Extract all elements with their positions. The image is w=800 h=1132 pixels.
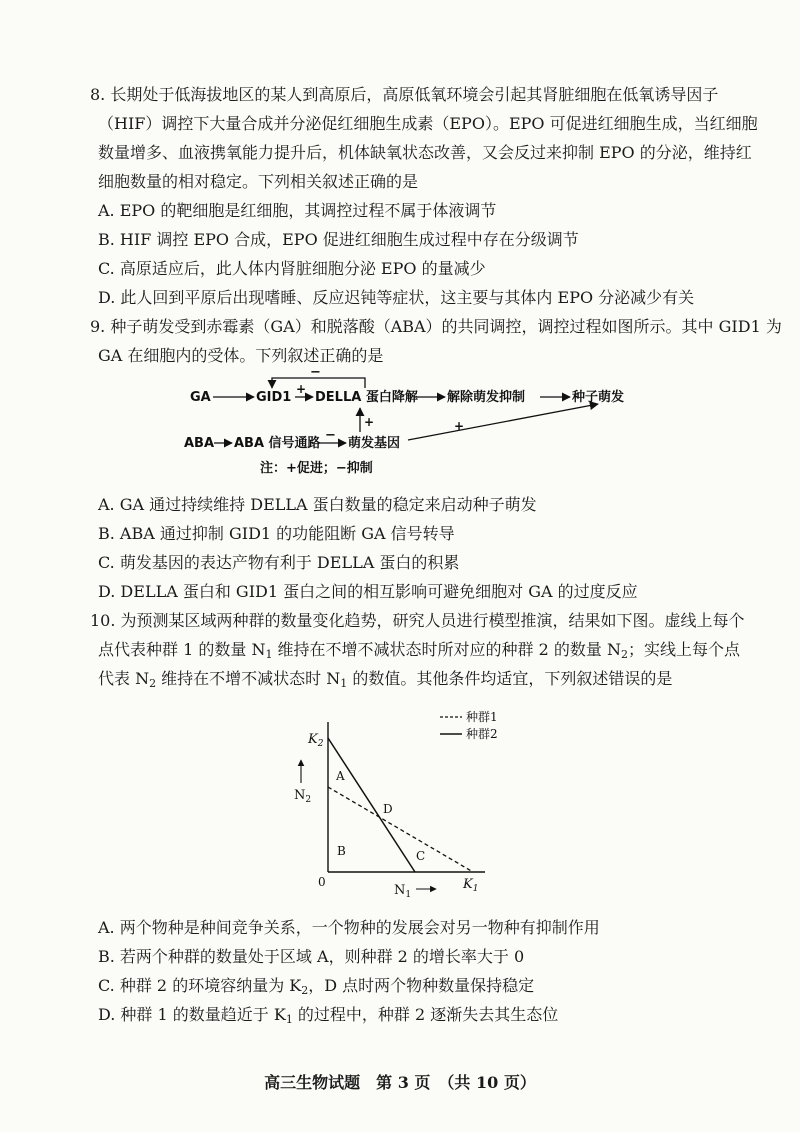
node-aba-path: ABA 信号通路 xyxy=(234,436,321,451)
plus-sign: + xyxy=(364,415,375,429)
q8-stem-line4: 细胞数量的相对稳定。下列相关叙述正确的是 xyxy=(98,172,419,191)
plus-sign: + xyxy=(296,382,307,396)
label-k2: $K_2$ xyxy=(308,732,324,749)
q10-option-d[interactable]: D. 种群 1 的数量趋近于 $K_1$ 的过程中，种群 2 逐渐失去其生态位 xyxy=(98,1005,559,1026)
node-gid1: GID1 xyxy=(256,390,292,405)
q10-isocline-graph xyxy=(290,700,520,900)
label-n1: $N_1$ xyxy=(394,883,412,900)
q10-stem-line1: 10. 为预测某区域两种群的数量变化趋势，研究人员进行模型推演，结果如下图。虚线上每个 xyxy=(90,611,745,630)
region-a: A xyxy=(336,769,345,783)
q10-stem-line2: 点代表种群 1 的数量 $N_1$ 维持在不增不减状态时所对应的种群 2 的数量 $N_2$；实线上每个点 xyxy=(98,640,740,661)
page-footer: 高三生物试题 第 3 页 （共 10 页） xyxy=(264,1073,536,1092)
node-della: DELLA 蛋白降解 xyxy=(315,390,418,405)
q9-regulation-diagram xyxy=(170,368,640,478)
node-aba: ABA xyxy=(184,436,215,451)
arrow-gene-germ xyxy=(408,404,598,440)
q10-option-c[interactable]: C. 种群 2 的环境容纳量为 $K_2$，D 点时两个物种数量保持稳定 xyxy=(98,976,535,997)
plus-sign: + xyxy=(454,419,465,433)
line-species1 xyxy=(328,787,473,872)
legend-species1: 种群1 xyxy=(466,710,498,724)
legend-species2: 种群2 xyxy=(466,727,498,741)
q9-option-a[interactable]: A. GA 通过持续维持 DELLA 蛋白数量的稳定来启动种子萌发 xyxy=(98,495,537,514)
node-gene: 萌发基因 xyxy=(348,436,401,451)
q9-option-c[interactable]: C. 萌发基因的表达产物有利于 DELLA 蛋白的积累 xyxy=(98,553,460,572)
diagram-note: 注：+促进；−抑制 xyxy=(260,461,373,476)
label-k1: $K_1$ xyxy=(463,877,479,894)
label-origin: 0 xyxy=(318,875,326,889)
node-germ: 种子萌发 xyxy=(572,390,625,405)
region-b: B xyxy=(337,844,346,858)
q8-stem-line3: 数量增多、血液携氧能力提升后，机体缺氧状态改善，又会反过来抑制 EPO 的分泌，维持红 xyxy=(98,143,752,162)
minus-sign: − xyxy=(325,428,336,443)
q10-option-a[interactable]: A. 两个物种是种间竞争关系，一个物种的发展会对另一物种有抑制作用 xyxy=(98,918,600,937)
q8-option-c[interactable]: C. 高原适应后，此人体内肾脏细胞分泌 EPO 的量减少 xyxy=(98,259,486,278)
q10-option-b[interactable]: B. 若两个种群的数量处于区域 A，则种群 2 的增长率大于 0 xyxy=(98,947,525,966)
q9-stem-line1: 9. 种子萌发受到赤霉素（GA）和脱落酸（ABA）的共同调控，调控过程如图所示。其中 GID1 为 xyxy=(90,317,782,336)
node-relieve: 解除萌发抑制 xyxy=(447,390,526,405)
region-c: C xyxy=(416,849,426,863)
q8-stem-line2: （HIF）调控下大量合成并分泌促红细胞生成素（EPO）。EPO 可促进红细胞生成，当红细胞 xyxy=(98,114,758,133)
label-n2: $N_2$ xyxy=(294,788,312,805)
q8-option-b[interactable]: B. HIF 调控 EPO 合成，EPO 促进红细胞生成过程中存在分级调节 xyxy=(98,230,579,249)
q9-stem-line2: GA 在细胞内的受体。下列叙述正确的是 xyxy=(98,346,384,365)
q8-option-a[interactable]: A. EPO 的靶细胞是红细胞，其调控过程不属于体液调节 xyxy=(98,201,497,220)
minus-sign: − xyxy=(310,368,321,380)
q10-stem-line3: 代表 $N_2$ 维持在不增不减状态时 $N_1$ 的数值。其他条件均适宜，下列叙述错误的是 xyxy=(98,669,673,690)
node-ga: GA xyxy=(190,390,211,405)
q8-option-d[interactable]: D. 此人回到平原后出现嗜睡、反应迟钝等症状，这主要与其体内 EPO 分泌减少有关 xyxy=(98,288,695,307)
q9-option-b[interactable]: B. ABA 通过抑制 GID1 的功能阻断 GA 信号转导 xyxy=(98,524,455,543)
q9-option-d[interactable]: D. DELLA 蛋白和 GID1 蛋白之间的相互影响可避免细胞对 GA 的过度反应 xyxy=(98,582,638,601)
point-d: D xyxy=(383,802,393,816)
q8-stem-line1: 8. 长期处于低海拔地区的某人到高原后，高原低氧环境会引起其肾脏细胞在低氧诱导因子 xyxy=(90,85,719,104)
